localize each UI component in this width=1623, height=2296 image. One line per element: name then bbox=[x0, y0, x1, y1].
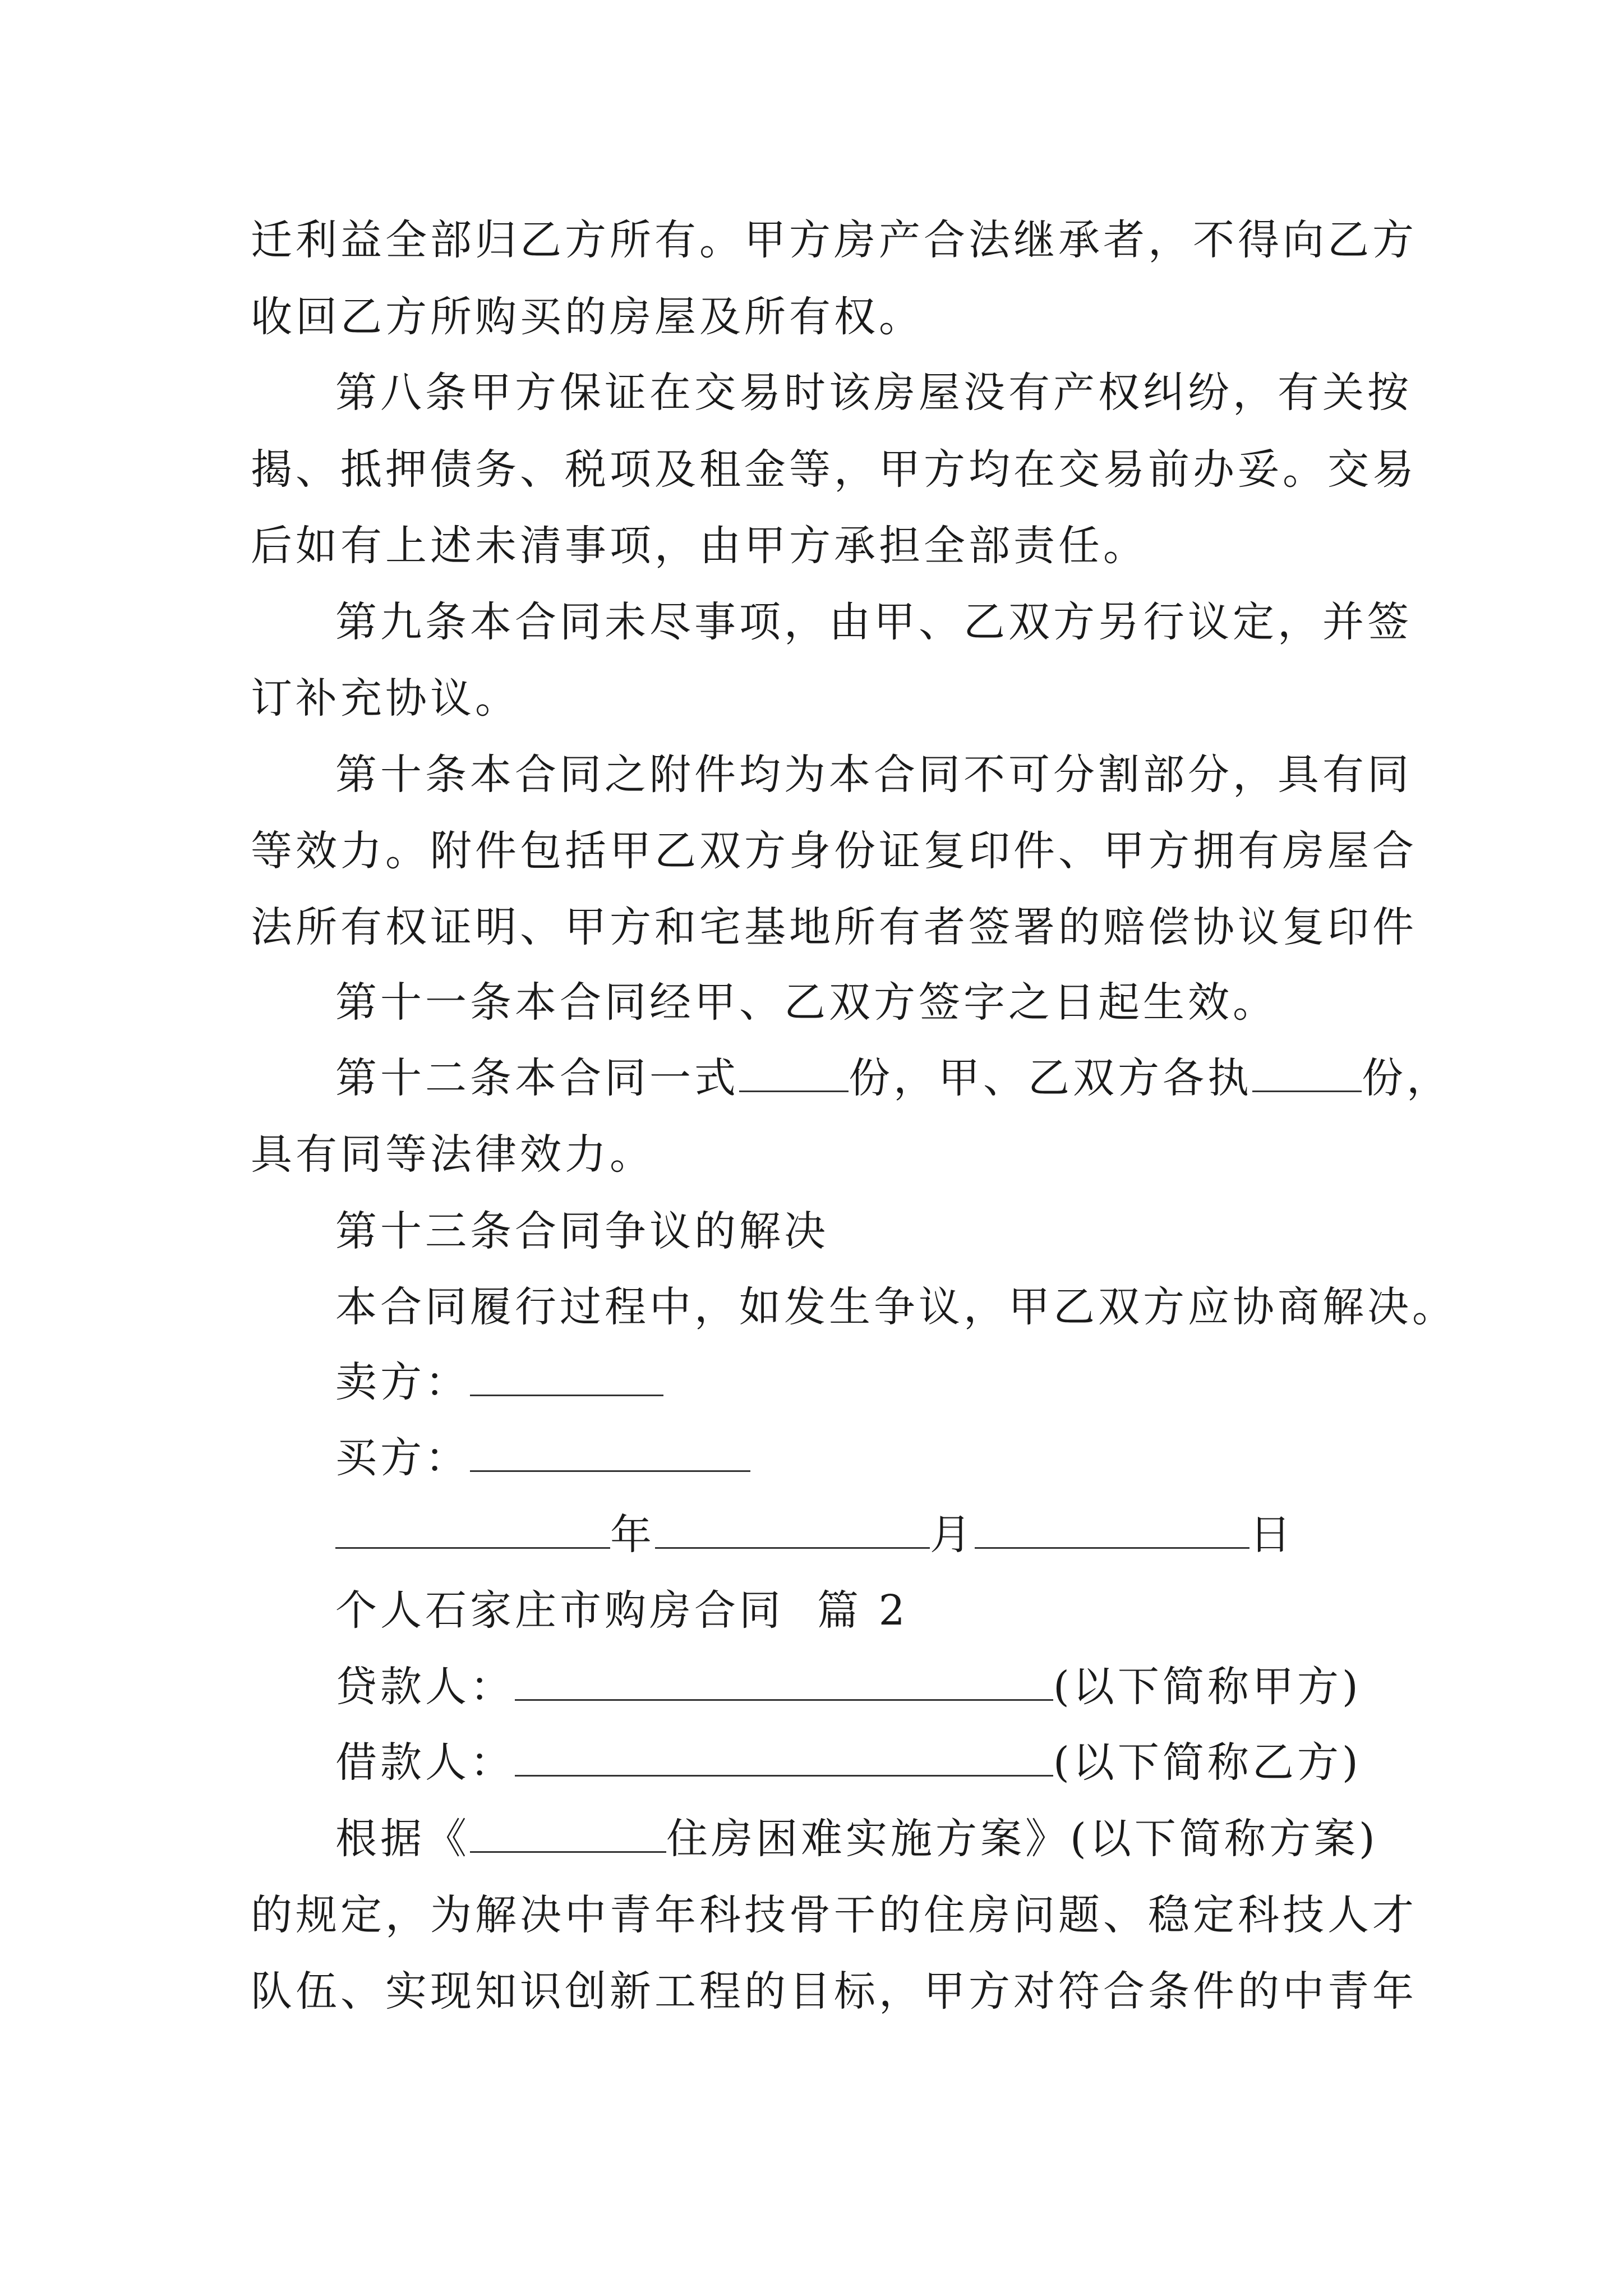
buyer-signature-blank[interactable] bbox=[470, 1435, 750, 1472]
seller-line bbox=[335, 1354, 663, 1410]
date-line bbox=[335, 1507, 1294, 1563]
month-label: 月 bbox=[930, 1511, 975, 1559]
article-12-text-c: 份， bbox=[1362, 1054, 1451, 1102]
article-12-text-a: 第十二条本合同一式 bbox=[335, 1054, 739, 1102]
article-12-line-2: 具有同等法律效力。 bbox=[251, 1130, 654, 1179]
article-13-body: 本合同履行过程中，如发生争议，甲乙双方应协商解决。 bbox=[335, 1283, 1457, 1331]
article-11: 第十一条本合同经甲、乙双方签字之日起生效。 bbox=[335, 978, 1278, 1027]
lender-name-blank[interactable] bbox=[515, 1664, 1053, 1701]
buyer-line bbox=[335, 1430, 750, 1486]
year-blank[interactable] bbox=[335, 1512, 610, 1549]
borrower-line bbox=[335, 1734, 1362, 1791]
basis-text-a: 根据《 bbox=[335, 1815, 470, 1863]
article-8-line-1: 第八条甲方保证在交易时该房屋没有产权纠纷，有关按 bbox=[335, 369, 1412, 417]
article-10-line-2: 等效力。附件包括甲乙双方身份证复印件、甲方拥有房屋合 bbox=[251, 827, 1417, 875]
paragraph-continuation-line-2: 收回乙方所购买的房屋及所有权。 bbox=[251, 293, 924, 341]
borrower-suffix: (以下简称乙方) bbox=[1053, 1738, 1362, 1787]
article-9-line-1: 第九条本合同未尽事项，由甲、乙双方另行议定，并签 bbox=[335, 598, 1412, 646]
day-blank[interactable] bbox=[975, 1512, 1249, 1549]
month-blank[interactable] bbox=[655, 1512, 930, 1549]
basis-line-1 bbox=[335, 1811, 1378, 1867]
lender-label: 贷款人： bbox=[335, 1663, 515, 1711]
borrower-label: 借款人： bbox=[335, 1738, 515, 1787]
article-12-text-b: 份，甲、乙双方各执 bbox=[849, 1054, 1252, 1102]
copies-total-blank[interactable] bbox=[739, 1056, 849, 1092]
section-2-title: 个人石家庄市购房合同 篇 2 bbox=[335, 1586, 909, 1635]
institution-blank[interactable] bbox=[470, 1816, 666, 1853]
basis-text-b: 住房困难实施方案》(以下简称方案) bbox=[666, 1815, 1378, 1863]
lender-line bbox=[335, 1659, 1362, 1715]
seller-label: 卖方： bbox=[335, 1358, 470, 1406]
lender-suffix: (以下简称甲方) bbox=[1053, 1663, 1362, 1711]
article-10-line-1: 第十条本合同之附件均为本合同不可分割部分，具有同 bbox=[335, 751, 1412, 799]
article-9-line-2: 订补充协议。 bbox=[251, 674, 520, 723]
article-8-line-3: 后如有上述未清事项，由甲方承担全部责任。 bbox=[251, 522, 1148, 570]
paragraph-continuation-line-1: 迁利益全部归乙方所有。甲方房产合法继承者，不得向乙方 bbox=[251, 216, 1417, 264]
basis-line-3: 队伍、实现知识创新工程的目标，甲方对符合条件的中青年 bbox=[251, 1967, 1417, 2016]
borrower-name-blank[interactable] bbox=[515, 1740, 1053, 1777]
article-8-line-2: 揭、抵押债务、税项及租金等，甲方均在交易前办妥。交易 bbox=[251, 445, 1417, 494]
copies-each-blank[interactable] bbox=[1252, 1056, 1362, 1092]
day-label: 日 bbox=[1249, 1511, 1294, 1559]
year-label: 年 bbox=[610, 1511, 655, 1559]
basis-line-2: 的规定，为解决中青年科技骨干的住房问题、稳定科技人才 bbox=[251, 1891, 1417, 1939]
buyer-label: 买方： bbox=[335, 1434, 470, 1482]
article-12-line-1 bbox=[335, 1050, 1451, 1106]
seller-signature-blank[interactable] bbox=[470, 1360, 663, 1396]
article-10-line-3: 法所有权证明、甲方和宅基地所有者签署的赔偿协议复印件 bbox=[251, 903, 1417, 951]
article-13-heading: 第十三条合同争议的解决 bbox=[335, 1207, 829, 1255]
